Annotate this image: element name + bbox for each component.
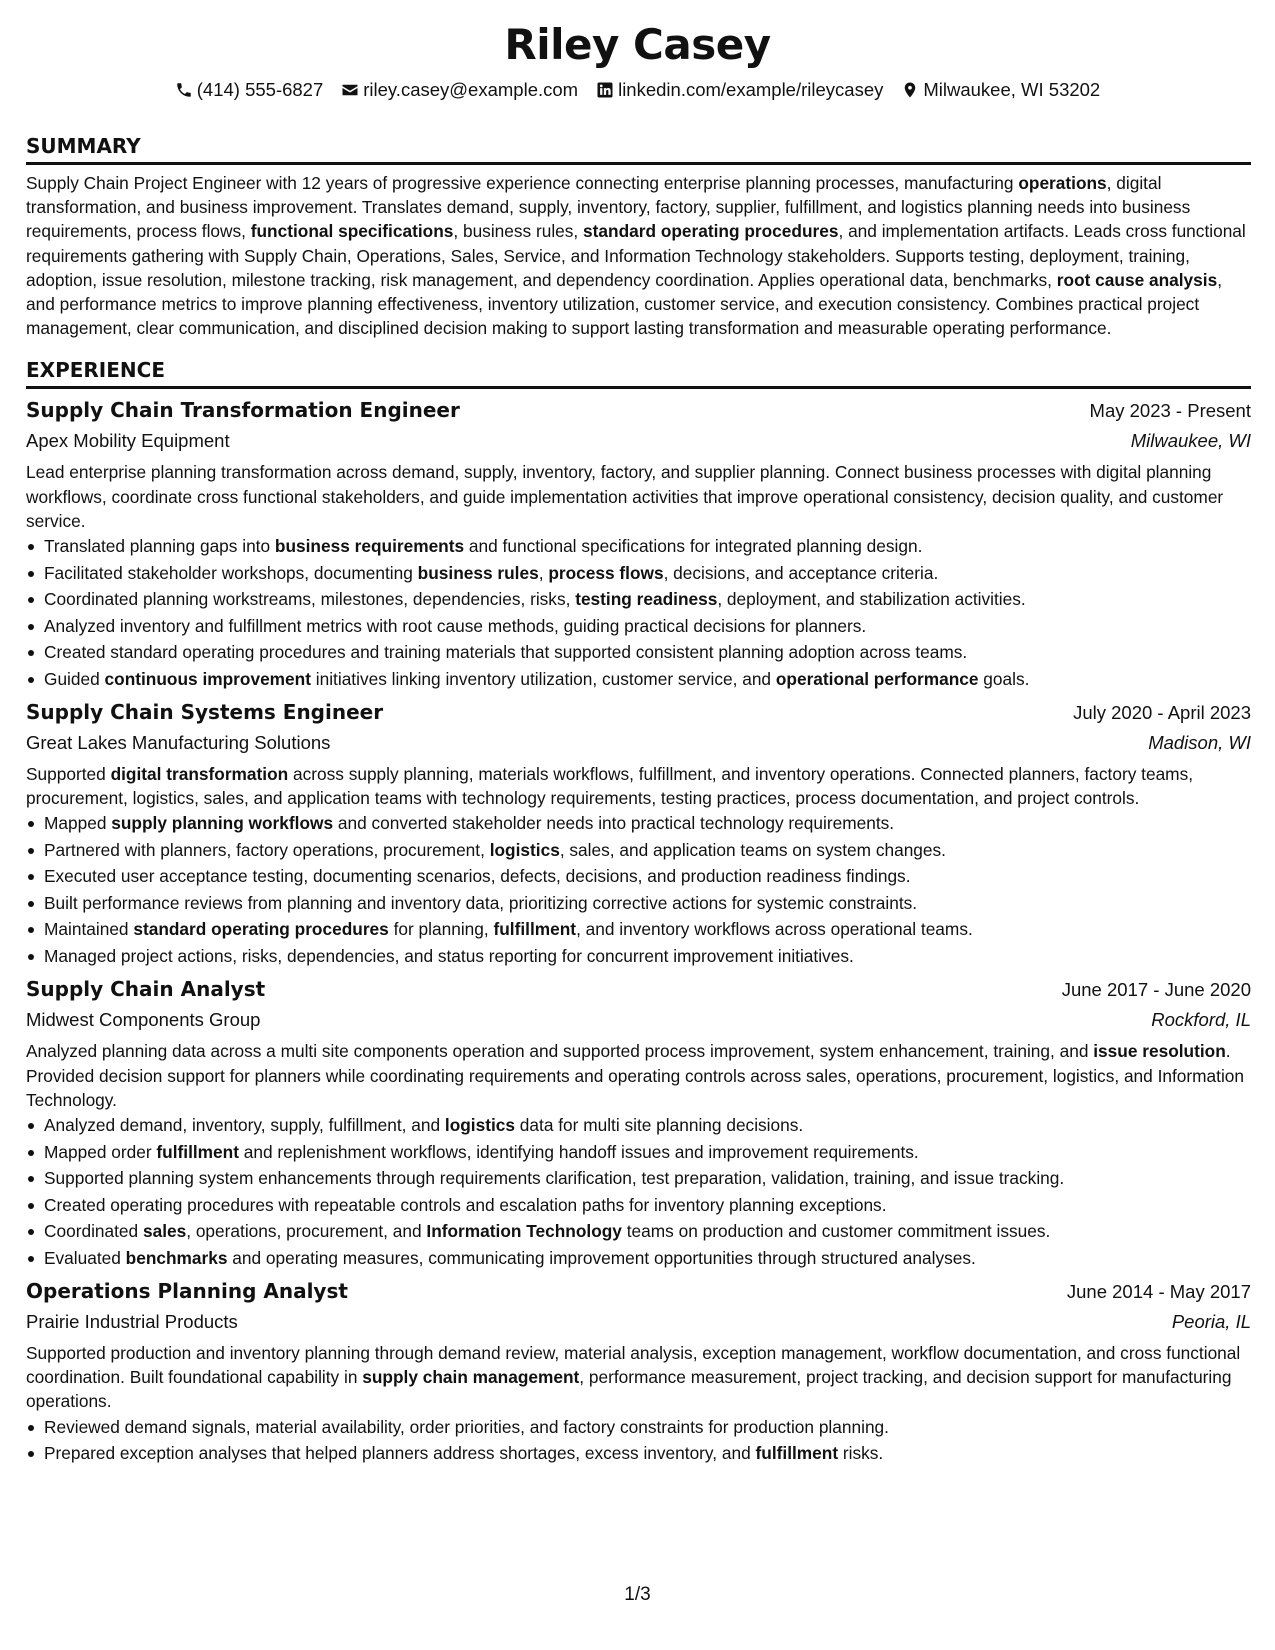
linkedin-icon	[596, 81, 614, 99]
company-name: Prairie Industrial Products	[26, 1311, 238, 1333]
list-item: Created standard operating procedures and training materials that supported consistent planning adoption across teams.	[26, 639, 1251, 666]
job-description: Lead enterprise planning transformation across demand, supply, inventory, factory, and supplier planning. Connect business processes with digital planning workflows, coordinate cross functional stakeholders, and guide implementation activities that improve operational consistency, decision quality, and customer service.	[26, 462, 1224, 531]
list-item: Reviewed demand signals, material availability, order priorities, and factory constraints for production planning.	[26, 1414, 1251, 1441]
list-item: Maintained standard operating procedures for planning, fulfillment, and inventory workflows across operational teams.	[26, 916, 1251, 943]
job-location: Madison, WI	[1148, 732, 1251, 754]
list-item: Mapped order fulfillment and replenishment workflows, identifying handoff issues and improvement requirements.	[26, 1139, 1251, 1166]
company-name: Apex Mobility Equipment	[26, 430, 230, 452]
contact-email	[341, 79, 578, 101]
bold-keyword: standard operating procedures	[583, 221, 839, 242]
job-dates: May 2023 - Present	[1089, 400, 1251, 422]
bold-keyword: Information Technology	[426, 1221, 622, 1242]
phone-icon	[175, 81, 193, 99]
list-item: Executed user acceptance testing, documenting scenarios, defects, decisions, and production readiness findings.	[26, 863, 1251, 890]
job-header	[26, 1276, 1251, 1307]
job-location: Rockford, IL	[1151, 1009, 1251, 1031]
job-description: Analyzed planning data across a multi site components operation and supported process improvement, system enhancement, training, and issue resolution. Provided decision support for planners while coordinating requirements and operating controls across sales, operations, procurement, logistics, and Information Technology.	[26, 1041, 1245, 1110]
job-dates: June 2017 - June 2020	[1061, 979, 1251, 1001]
page-number: 1/3	[624, 1584, 651, 1605]
bold-keyword: sales	[142, 1221, 187, 1242]
job-entry	[26, 697, 1251, 969]
list-item: Analyzed demand, inventory, supply, fulfillment, and logistics data for multi site planning decisions.	[26, 1112, 1251, 1139]
job-entry	[26, 974, 1251, 1271]
job-dates: June 2014 - May 2017	[1066, 1281, 1251, 1303]
candidate-name: Riley Casey	[504, 20, 771, 69]
list-item: Translated planning gaps into business requirements and functional specifications for integrated planning design.	[26, 533, 1251, 560]
job-subheader	[26, 728, 1251, 758]
list-item: Guided continuous improvement initiatives linking inventory utilization, customer service, and operational performance goals.	[26, 666, 1251, 693]
contact-phone	[175, 79, 324, 101]
job-title: Supply Chain Analyst	[26, 977, 266, 1002]
job-subheader	[26, 1307, 1251, 1337]
contact-bar	[0, 79, 1275, 101]
job-bullets	[26, 1112, 1251, 1271]
company-name: Great Lakes Manufacturing Solutions	[26, 732, 331, 754]
bold-keyword: logistics	[489, 839, 560, 860]
job-header	[26, 395, 1251, 426]
list-item: Evaluated benchmarks and operating measures, communicating improvement opportunities through structured analyses.	[26, 1245, 1251, 1272]
bold-keyword: continuous improvement	[104, 668, 311, 689]
map-marker-icon	[901, 81, 919, 99]
bold-keyword: standard operating procedures	[133, 919, 389, 940]
list-item: Coordinated sales, operations, procurement, and Information Technology teams on production and customer commitment issues.	[26, 1218, 1251, 1245]
envelope-icon	[341, 81, 359, 99]
job-header	[26, 697, 1251, 728]
list-item: Facilitated stakeholder workshops, documenting business rules, process flows, decisions, and acceptance criteria.	[26, 560, 1251, 587]
location-text: Milwaukee, WI 53202	[923, 79, 1101, 100]
list-item: Supported planning system enhancements through requirements clarification, test preparation, validation, training, and issue tracking.	[26, 1165, 1251, 1192]
bold-keyword: digital transformation	[110, 764, 289, 785]
bold-keyword: testing readiness	[575, 589, 718, 610]
job-title: Supply Chain Systems Engineer	[26, 700, 384, 725]
job-subheader	[26, 1005, 1251, 1035]
job-header	[26, 974, 1251, 1005]
bold-keyword: business rules	[417, 562, 539, 583]
list-item: Mapped supply planning workflows and converted stakeholder needs into practical technology requirements.	[26, 810, 1251, 837]
bold-keyword: fulfillment	[755, 1443, 839, 1464]
list-item: Managed project actions, risks, dependencies, and status reporting for concurrent improvement initiatives.	[26, 943, 1251, 970]
email-link[interactable]: riley.casey@example.com	[363, 79, 579, 100]
job-title: Supply Chain Transformation Engineer	[26, 398, 460, 423]
bold-keyword: operations	[1018, 173, 1107, 193]
bold-keyword: supply planning workflows	[111, 813, 334, 834]
bold-keyword: issue resolution	[1093, 1041, 1226, 1062]
summary-paragraph: Supply Chain Project Engineer with 12 years of progressive experience connecting enterprise planning processes, manufacturing operations, digital transformation, and business improvement. Translates demand, supply, inventory, factory, supplier, fulfillment, and logistics planning needs into business requirements, process flows, functional specifications, business rules, standard operating procedures, and implementation artifacts. Leads cross functional requirements gathering with Supply Chain, Operations, Sales, Service, and Information Technology stakeholders. Supports testing, deployment, training, adoption, issue resolution, milestone tracking, risk management, and dependency coordination. Applies operational data, benchmarks, root cause analysis, and performance metrics to improve planning effectiveness, inventory utilization, customer service, and execution consistency. Combines practical project management, clear communication, and disciplined decision making to support lasting transformation and measurable operating performance.	[26, 173, 1246, 339]
contact-location	[901, 79, 1100, 101]
job-description: Supported production and inventory planning through demand review, material analysis, exception management, workflow documentation, and cross functional coordination. Built foundational capability in supply chain management, performance measurement, project tracking, and decision support for manufacturing operations.	[26, 1343, 1241, 1412]
bold-keyword: business requirements	[274, 536, 465, 557]
bold-keyword: root cause analysis	[1056, 269, 1218, 290]
bold-keyword: operational performance	[775, 668, 979, 689]
job-entry	[26, 395, 1251, 692]
job-title: Operations Planning Analyst	[26, 1279, 348, 1304]
job-bullets	[26, 533, 1251, 692]
list-item: Built performance reviews from planning and inventory data, prioritizing corrective actions for systemic constraints.	[26, 890, 1251, 917]
job-dates: July 2020 - April 2023	[1073, 702, 1251, 724]
company-name: Midwest Components Group	[26, 1009, 261, 1031]
experience-heading: EXPERIENCE	[26, 358, 1251, 389]
bold-keyword: fulfillment	[156, 1141, 239, 1162]
list-item: Analyzed inventory and fulfillment metrics with root cause methods, guiding practical decisions for planners.	[26, 613, 1251, 640]
job-location: Milwaukee, WI	[1130, 430, 1251, 452]
phone-text[interactable]: (414) 555-6827	[196, 79, 324, 100]
contact-linkedin	[596, 79, 883, 101]
list-item: Created operating procedures with repeatable controls and escalation paths for inventory planning exceptions.	[26, 1192, 1251, 1219]
list-item: Partnered with planners, factory operations, procurement, logistics, sales, and application teams on system changes.	[26, 837, 1251, 864]
job-bullets	[26, 810, 1251, 969]
job-bullets	[26, 1414, 1251, 1467]
job-entry	[26, 1276, 1251, 1467]
list-item: Prepared exception analyses that helped planners address shortages, excess inventory, and fulfillment risks.	[26, 1440, 1251, 1467]
linkedin-link[interactable]: linkedin.com/example/rileycasey	[618, 79, 884, 100]
bold-keyword: process flows	[548, 562, 664, 583]
experience-list	[26, 395, 1251, 1466]
summary-heading: SUMMARY	[26, 134, 1251, 165]
job-subheader	[26, 426, 1251, 456]
bold-keyword: supply chain management	[362, 1367, 580, 1388]
job-description: Supported digital transformation across supply planning, materials workflows, fulfillment, and inventory operations. Connected planners, factory teams, procurement, logistics, sales, and application teams with technology requirements, testing practices, process documentation, and project controls.	[26, 764, 1194, 809]
list-item: Coordinated planning workstreams, milestones, dependencies, risks, testing readiness, deployment, and stabilization activities.	[26, 586, 1251, 613]
resume-content	[26, 134, 1251, 1467]
bold-keyword: benchmarks	[125, 1247, 228, 1268]
job-location: Peoria, IL	[1171, 1311, 1251, 1333]
bold-keyword: functional specifications	[250, 221, 454, 242]
bold-keyword: fulfillment	[493, 919, 577, 940]
bold-keyword: logistics	[444, 1115, 515, 1136]
